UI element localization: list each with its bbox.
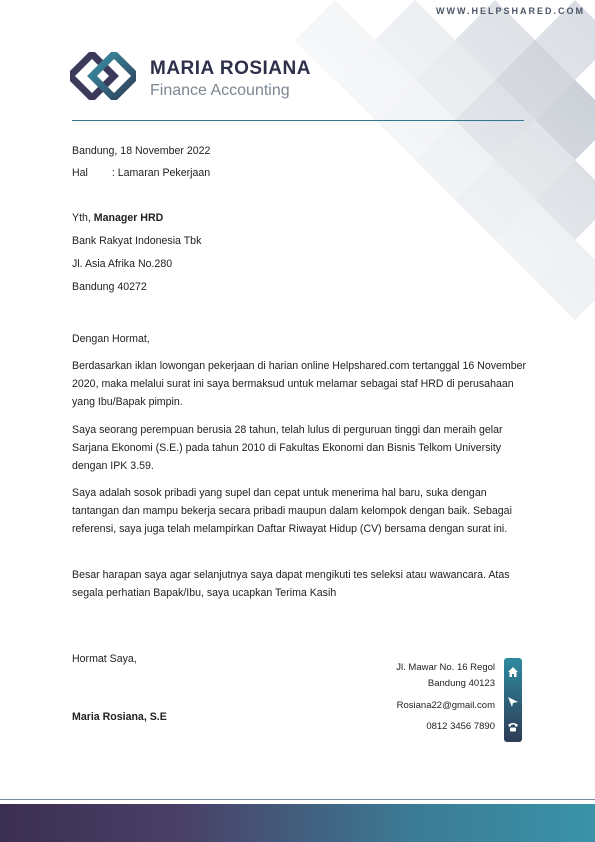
- contact-address-line1: Jl. Mawar No. 16 Regol: [396, 662, 495, 673]
- closing-salutation: Hormat Saya,: [72, 653, 137, 665]
- date-line: Bandung, 18 November 2022: [72, 145, 211, 157]
- paragraph-3: Saya adalah sosok pribadi yang supel dan cepat untuk menerima hal baru, suka dengan tantangan dan mampu bekerja secara pribadi maupun dalam kelompok dengan baik. Sebagai referensi, saya juga telah melampirkan Daftar Riwayat Hidup (CV) bersama dengan surat ini.: [72, 487, 512, 535]
- send-icon: [507, 696, 519, 708]
- header-divider: [72, 120, 524, 121]
- paragraph-1: Berdasarkan iklan lowongan pekerjaan di harian online Helpshared.com tertanggal 16 November 2020, maka melalui surat ini saya bermaksud untuk melamar sebagai staf HRD di perusahaan yang Ibu/Bapak pimpin.: [72, 360, 527, 408]
- recipient-street: Jl. Asia Afrika No.280: [72, 258, 173, 270]
- subject-label: Hal: [72, 167, 88, 179]
- footer-divider: [0, 799, 595, 800]
- greeting: Dengan Hormat,: [72, 333, 150, 345]
- recipient-city: Bandung 40272: [72, 281, 147, 293]
- phone-icon: [507, 721, 519, 733]
- recipient-line: [72, 212, 163, 224]
- contact-address-line2: Bandung 40123: [427, 678, 495, 689]
- recipient-company: Bank Rakyat Indonesia Tbk: [72, 235, 202, 247]
- brand-name: MARIA ROSIANA: [150, 58, 311, 79]
- logo-diamond-icon: [70, 52, 136, 100]
- footer-band: [0, 804, 595, 842]
- website-url: WWW.HELPSHARED.COM: [436, 6, 585, 16]
- home-icon: [507, 666, 519, 678]
- signer-name: Maria Rosiana, S.E: [72, 711, 167, 723]
- paragraph-2: Saya seorang perempuan berusia 28 tahun, telah lulus di perguruan tinggi dan meraih gelar Sarjana Ekonomi (S.E.) pada tahun 2010 di Fakultas Ekonomi dan Bisnis Telkom University dengan IPK 3.59.: [72, 424, 503, 472]
- subject-value: : Lamaran Pekerjaan: [111, 167, 211, 179]
- paragraph-4: Besar harapan saya agar selanjutnya saya dapat mengikuti tes seleksi atau wawancara. Atas segala perhatian Bapak/Ibu, saya ucapkan Terima Kasih: [72, 569, 510, 599]
- recipient-name: Manager HRD: [93, 212, 164, 224]
- contact-phone: 0812 3456 7890: [426, 721, 495, 732]
- recipient-prefix: Yth,: [72, 212, 94, 224]
- contact-email: Rosiana22@gmail.com: [396, 700, 495, 711]
- background-diamond-pattern: [195, 0, 595, 330]
- brand-title: Finance Accounting: [150, 82, 290, 99]
- subject-line: [72, 167, 210, 179]
- contact-icon-bar: [504, 658, 522, 742]
